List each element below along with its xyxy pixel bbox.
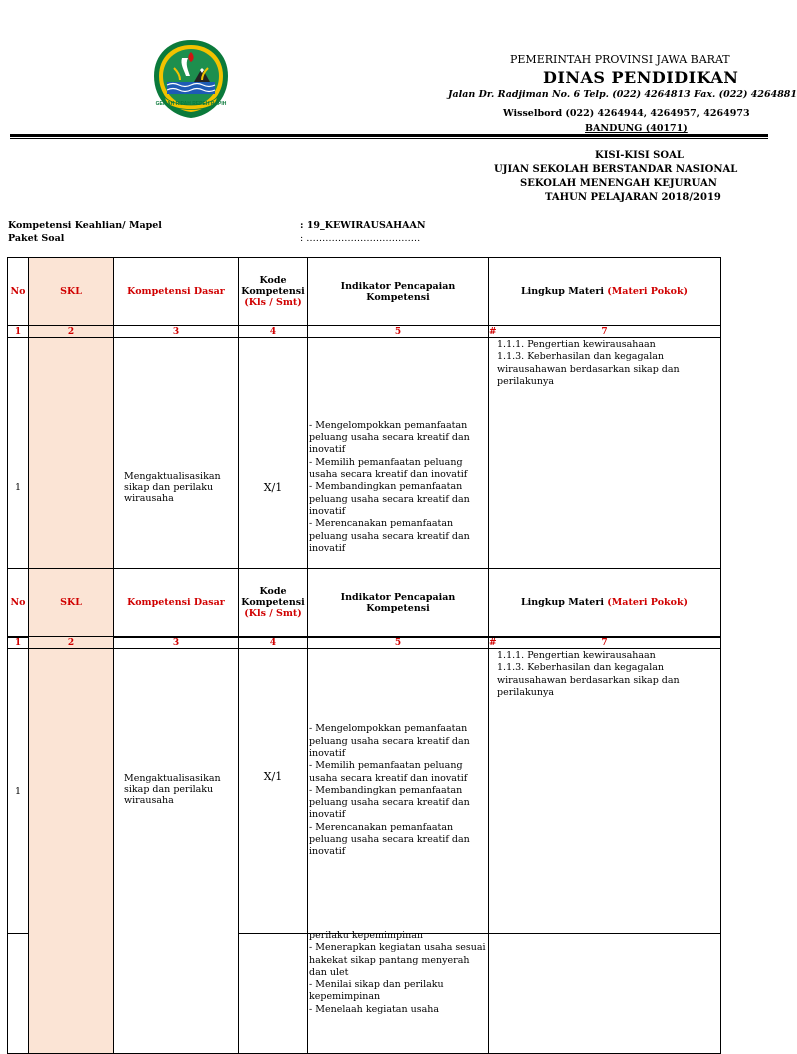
- ipk-item: - Merencanakan pemanfaatan peluang usaha secara kreatif dan inovatif: [309, 821, 470, 858]
- colnum-2: 2: [29, 637, 114, 649]
- col-kd-header: Kompetensi Dasar: [114, 569, 239, 637]
- materi-item: 1.1.3. Keberhasilan dan kegagalan wirausahawan berdasarkan sikap dan perilakunya: [497, 351, 680, 387]
- ipk-item: - Membandingkan pemanfaatan peluang usaha secara kreatif dan inovatif: [309, 481, 470, 517]
- colnum-1: 1: [8, 637, 29, 649]
- doc-title-line4: TAHUN PELAJARAN 2018/2019: [545, 192, 721, 203]
- ipk-item: - Menerapkan kegiatan usaha sesuai hakekat sikap pantang menyerah dan ulet: [309, 942, 486, 978]
- colnum-3: 3: [114, 326, 239, 338]
- kode-header-line2: Kompetensi: [241, 597, 305, 608]
- ipk-item: - Mengelompokkan pemanfaatan peluang usaha secara kreatif dan inovatif: [309, 723, 470, 759]
- ipk-item: - Memilih pemanfaatan peluang usaha secara kreatif dan inovatif: [309, 760, 468, 784]
- row2-ipk: [308, 930, 489, 1054]
- row-no: 1: [8, 649, 29, 934]
- kode-header-line1: Kode: [259, 275, 287, 286]
- materi-header-red: (Materi Pokok): [607, 597, 689, 608]
- col-no-header: No: [8, 569, 29, 637]
- row2-materi: [489, 934, 721, 1054]
- letterhead-rule-thin: [10, 138, 768, 139]
- col-no-header: No: [8, 258, 29, 326]
- kode-header-line1: Kode: [259, 586, 287, 597]
- colnum-1: 1: [8, 326, 29, 338]
- ipk-item: - Merencanakan pemanfaatan peluang usaha secara kreatif dan inovatif: [309, 518, 470, 554]
- ipk-item: - Menilai sikap dan perilaku kepemimpinan: [309, 979, 444, 1003]
- ipk-item: - Memilih pemanfaatan peluang usaha secara kreatif dan inovatif: [309, 456, 468, 481]
- row-skl: [29, 649, 114, 1054]
- column-number-row: [8, 637, 721, 649]
- kode-header-line3: (Kls / Smt): [244, 608, 302, 619]
- colnum-5: 5: [308, 637, 489, 649]
- row-no: 1: [8, 338, 29, 638]
- kompetensi-label: Kompetensi Keahlian/ Mapel: [8, 220, 162, 231]
- west-java-emblem-logo: [150, 38, 232, 120]
- letterhead-org: PEMERINTAH PROVINSI JAWA BARAT: [510, 53, 730, 66]
- colnum-5: 5: [308, 326, 489, 338]
- row-kode: X/1: [239, 649, 308, 934]
- row-ipk: [308, 649, 489, 934]
- kode-header-line2: Kompetensi: [241, 286, 305, 297]
- column-number-row: [8, 326, 721, 338]
- materi-header-label: Lingkup Materi: [520, 597, 604, 608]
- colnum-4: 4: [239, 326, 308, 338]
- materi-header-red: (Materi Pokok): [607, 286, 689, 297]
- colnum-2: 2: [29, 326, 114, 338]
- kode-header-line3: (Kls / Smt): [244, 297, 302, 308]
- materi-item: 1.1.1. Pengertian kewirausahaan: [497, 339, 656, 350]
- paket-label: Paket Soal: [8, 233, 65, 244]
- materi-item: 1.1.3. Keberhasilan dan kegagalan wirausahawan berdasarkan sikap dan perilakunya: [497, 662, 680, 698]
- materi-item: 1.1.1. Pengertian kewirausahaan: [497, 650, 656, 661]
- row-materi: [489, 649, 721, 934]
- colnum-6-overflow: #: [489, 637, 497, 648]
- row-kd: Mengaktualisasikan sikap dan perilaku wirausaha: [114, 649, 239, 1054]
- logo-motto: GEMAH RIPAH REPEH RAPIH: [155, 101, 227, 107]
- kisi-table-2-clip: [0, 568, 768, 1024]
- ipk-item: - Membandingkan pemanfaatan peluang usaha secara kreatif dan inovatif: [309, 784, 470, 821]
- row2-no: [8, 934, 29, 1054]
- doc-title-line1: KISI-KISI SOAL: [595, 150, 684, 161]
- col-ipk-header: Indikator Pencapaian Kompetensi: [308, 258, 489, 326]
- col-skl-header: SKL: [29, 569, 114, 637]
- letterhead-rule-thick: [10, 134, 768, 137]
- doc-title-line2: UJIAN SEKOLAH BERSTANDAR NASIONAL: [494, 164, 738, 175]
- table-header-row: [8, 258, 721, 326]
- colnum-7: [489, 637, 721, 649]
- col-kode-header: [239, 258, 308, 326]
- row-kode: X/1: [239, 338, 308, 638]
- row-kd: Mengaktualisasikan sikap dan perilaku wirausaha: [114, 338, 239, 638]
- colnum-7-label: 7: [601, 637, 608, 648]
- kompetensi-value: : 19_KEWIRAUSAHAAN: [300, 220, 426, 231]
- paket-value: : ………………………………: [300, 233, 421, 244]
- col-kd-header: Kompetensi Dasar: [114, 258, 239, 326]
- colnum-4: 4: [239, 637, 308, 649]
- colnum-6-overflow: #: [489, 326, 497, 337]
- letterhead-dept: DINAS PENDIDIKAN: [543, 68, 739, 87]
- table-header-row: [8, 569, 721, 637]
- letterhead-wisselbord: Wisselbord (022) 4264944, 4264957, 4264973: [503, 108, 750, 119]
- col-kode-header: [239, 569, 308, 637]
- row2-kode: [239, 934, 308, 1054]
- ipk-item: perilaku kepemimpinan: [309, 930, 424, 941]
- doc-title-line3: SEKOLAH MENENGAH KEJURUAN: [520, 178, 717, 189]
- colnum-7-label: 7: [601, 326, 608, 337]
- table-row: [8, 649, 721, 934]
- colnum-7: [489, 326, 721, 338]
- colnum-3: 3: [114, 637, 239, 649]
- kisi-table-2: [7, 568, 721, 1054]
- col-materi-header: [489, 569, 721, 637]
- ipk-item: - Mengelompokkan pemanfaatan peluang usaha secara kreatif dan inovatif: [309, 419, 470, 456]
- letterhead-city: BANDUNG (40171): [585, 123, 688, 134]
- col-skl-header: SKL: [29, 258, 114, 326]
- ipk-item: - Menelaah kegiatan usaha: [309, 1003, 440, 1015]
- col-materi-header: [489, 258, 721, 326]
- kisi-table-1-clip: [0, 257, 768, 554]
- materi-header-label: Lingkup Materi: [520, 286, 604, 297]
- letterhead-address: Jalan Dr. Radjiman No. 6 Telp. (022) 4264813 Fax. (022) 4264881: [448, 89, 797, 100]
- col-ipk-header: Indikator Pencapaian Kompetensi: [308, 569, 489, 637]
